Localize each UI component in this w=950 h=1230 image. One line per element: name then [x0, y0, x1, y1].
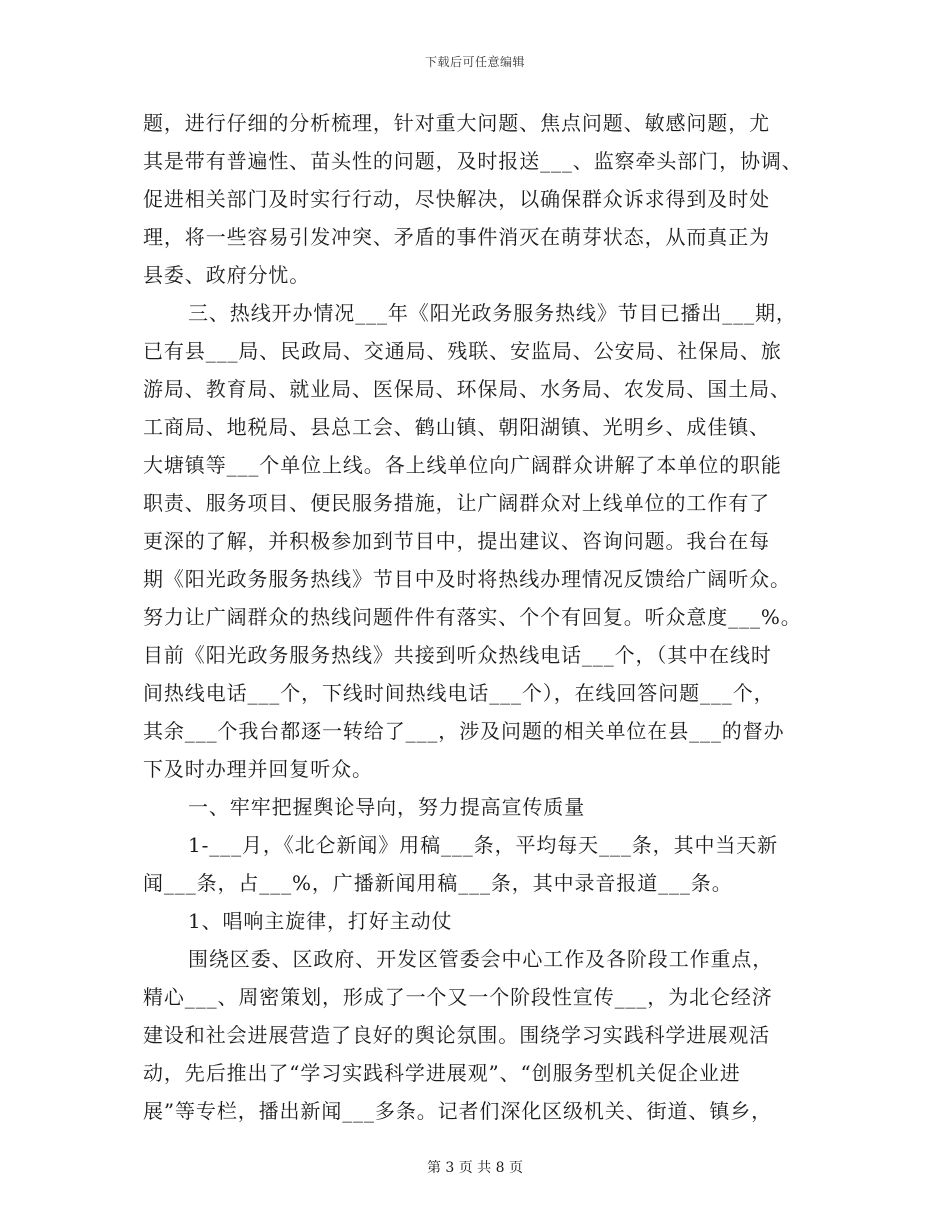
text-line: 其是带有普遍性、苗头性的问题，及时报送___、监察牵头部门，协调、 — [143, 149, 803, 173]
text-line: 工商局、地税局、县总工会、鹤山镇、朝阳湖镇、光明乡、成佳镇、 — [143, 415, 770, 439]
text-line: 理，将一些容易引发冲突、矛盾的事件消灭在萌芽状态，从而真正为 — [143, 225, 770, 249]
text-line: 努力让广阔群众的热线问题件件有落实、个个有回复。听众意度___%。 — [143, 605, 802, 629]
text-line: 期《阳光政务服务热线》节目中及时将热线办理情况反馈给广阔听众。 — [143, 567, 791, 591]
text-line: 间热线电话___个，下线时间热线电话___个），在线回答问题___个， — [143, 681, 775, 705]
text-line: 建设和社会进展营造了良好的舆论氛围。围绕学习实践科学进展观活 — [143, 1023, 770, 1047]
text-line: 动，先后推出了“学习实践科学进展观”、“创服务型机关促企业进 — [143, 1061, 741, 1085]
paragraph-start-line: 1-___月，《北仑新闻》用稿___条，平均每天___条，其中当天新 — [188, 833, 779, 857]
section-heading: 一、牢牢把握舆论导向，努力提高宣传质量 — [188, 795, 586, 819]
paragraph-start-line: 三、热线开办情况___年《阳光政务服务热线》节目已播出___期， — [188, 301, 797, 325]
text-line: 展”等专栏，播出新闻___多条。记者们深化区级机关、街道、镇乡， — [143, 1099, 773, 1123]
text-line: 精心___、周密策划，形成了一个又一个阶段性宣传___，为北仑经济 — [143, 985, 773, 1009]
subsection-heading: 1、唱响主旋律，打好主动仗 — [188, 909, 453, 933]
text-line: 更深的了解，并积极参加到节目中，提出建议、咨询问题。我台在每 — [143, 529, 770, 553]
text-line: 闻___条，占___%，广播新闻用稿___条，其中录音报道___条。 — [143, 871, 733, 895]
text-line: 职责、服务项目、便民服务措施，让广阔群众对上线单位的工作有了 — [143, 491, 770, 515]
text-line: 游局、教育局、就业局、医保局、环保局、水务局、农发局、国土局、 — [143, 377, 791, 401]
text-line: 已有县___局、民政局、交通局、残联、安监局、公安局、社保局、旅 — [143, 339, 782, 363]
text-line: 县委、政府分忧。 — [143, 263, 311, 287]
page-number: 第 3 页 共 8 页 — [426, 1160, 524, 1176]
document-body — [143, 104, 823, 1130]
paragraph-start-line: 围绕区委、区政府、开发区管委会中心工作及各阶段工作重点， — [188, 947, 774, 971]
text-line: 下及时办理并回复听众。 — [143, 757, 373, 781]
text-line: 大塘镇等___个单位上线。各上线单位向广阔群众讲解了本单位的职能 — [143, 453, 782, 477]
text-line: 促进相关部门及时实行行动，尽快解决，以确保群众诉求得到及时处 — [143, 187, 770, 211]
page-header-note: 下载后可任意编辑 — [424, 55, 525, 69]
text-line: 题，进行仔细的分析梳理，针对重大问题、焦点问题、敏感问题，尤 — [143, 111, 770, 135]
text-line: 其余___个我台都逐一转给了___，涉及问题的相关单位在县___的督办 — [143, 719, 785, 743]
text-line: 目前《阳光政务服务热线》共接到听众热线电话___个，（其中在线时 — [143, 643, 772, 667]
